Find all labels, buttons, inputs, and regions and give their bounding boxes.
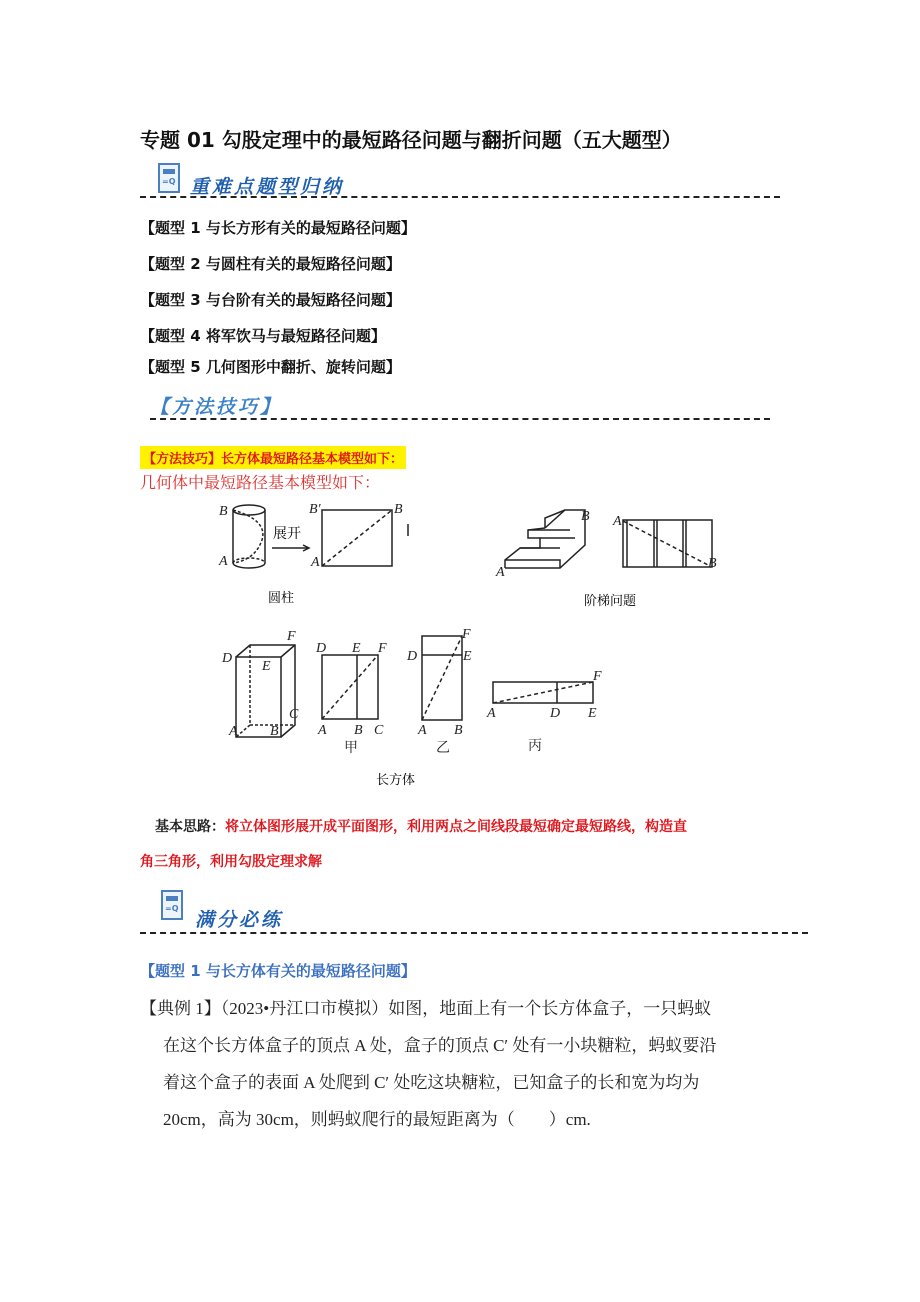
jia-figure [322, 655, 378, 719]
label-B: B [708, 556, 717, 571]
label-E: E [262, 659, 271, 674]
label-A: A [496, 565, 505, 580]
jia-caption: 甲 [344, 741, 358, 756]
type-item: 【题型 2 与圆柱有关的最短路径问题】 [140, 255, 401, 273]
stairs-figure [505, 510, 712, 568]
label-D: D [316, 641, 327, 656]
type-item: 【题型 1 与长方形有关的最短路径问题】 [140, 219, 416, 237]
practice-type-heading: 【题型 1 与长方体有关的最短路径问题】 [140, 962, 416, 980]
yi-caption: 乙 [436, 741, 450, 756]
label-E: E [588, 706, 597, 721]
basic-idea-line1 [155, 816, 687, 836]
bing-caption: 丙 [528, 739, 542, 754]
example-line: 【典例 1】（2023•丹江口市模拟）如图，地面上有一个长方体盒子，一只蚂蚁 [140, 999, 712, 1018]
page-title: 专题 01 勾股定理中的最短路径问题与翻折问题（五大题型） [140, 128, 682, 152]
label-B: B [454, 723, 463, 738]
label-F: F [378, 641, 387, 656]
label-F: F [287, 629, 296, 644]
label-A: A [318, 723, 327, 738]
label-A: A [418, 723, 427, 738]
label-C: C [374, 723, 384, 738]
type-item: 【题型 4 将军饮马与最短路径问题】 [140, 327, 386, 345]
document-search-icon [161, 890, 183, 920]
example-line: 20cm，高为 30cm，则蚂蚁爬行的最短距离为（ ）cm. [163, 1110, 591, 1129]
label-D: D [407, 649, 418, 664]
unfold-label: 展开 [273, 526, 301, 542]
method-subtitle: 几何体中最短路径基本模型如下： [140, 473, 381, 492]
type-item: 【题型 5 几何图形中翻折、旋转问题】 [140, 358, 401, 376]
label-F: F [462, 627, 471, 642]
label-A: A [229, 724, 238, 739]
example-line: 着这个盒子的表面 A 处爬到 C′ 处吃这块糖粒，已知盒子的长和宽为均为 [163, 1073, 700, 1092]
label-B: B [394, 502, 403, 517]
label-B: B [219, 504, 228, 519]
label-B-prime: B′ [309, 502, 321, 517]
label-B: B [270, 724, 279, 739]
basic-idea-label: 基本思路： [155, 819, 225, 835]
basic-idea-text: 将立体图形展开成平面图形，利用两点之间线段最短确定最短路线，构造直 [225, 819, 687, 835]
bing-figure [493, 682, 593, 703]
label-F: F [593, 669, 602, 684]
label-A: A [487, 706, 496, 721]
section-heading-practice: 满分必练 [195, 909, 284, 931]
label-E: E [352, 641, 361, 656]
section-heading-summary: 重难点题型归纳 [190, 176, 345, 198]
cylinder-caption: 圆柱 [268, 591, 295, 606]
label-D: D [550, 706, 561, 721]
label-A: A [613, 514, 622, 529]
basic-idea-line2: 角三角形，利用勾股定理求解 [140, 854, 322, 870]
label-D: D [222, 651, 233, 666]
yi-figure [422, 636, 462, 720]
stairs-caption: 阶梯问题 [584, 594, 637, 609]
cuboid-caption: 长方体 [376, 773, 416, 788]
type-item: 【题型 3 与台阶有关的最短路径问题】 [140, 291, 401, 309]
label-B: B [581, 509, 590, 524]
section-heading-method: 【方法技巧】 [150, 396, 283, 418]
label-E: E [463, 649, 472, 664]
label-B: B [354, 723, 363, 738]
label-C: C [289, 707, 299, 722]
example-line: 在这个长方体盒子的顶点 A 处，盒子的顶点 C′ 处有一小块糖粒，蚂蚁要沿 [163, 1036, 717, 1055]
method-highlight: 【方法技巧】长方体最短路径基本模型如下： [140, 446, 406, 469]
divider [140, 932, 808, 934]
label-A: A [219, 554, 228, 569]
label-A: A [311, 555, 320, 570]
